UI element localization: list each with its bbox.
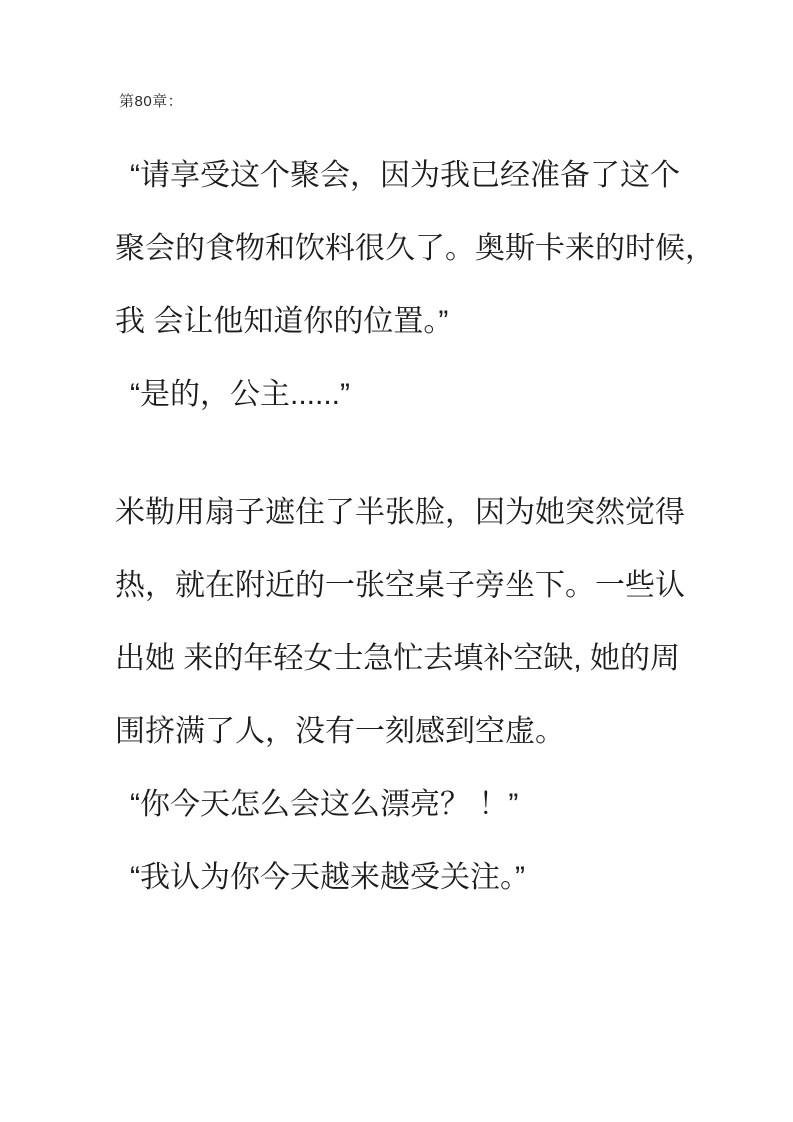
text-line: 热，就在附近的一张空桌子旁坐下。一些认 (115, 569, 685, 602)
text-line: 聚会的食物和饮料很久了。奥斯卡来的时候， (115, 232, 715, 265)
text-line: “你今天怎么会这么漂亮？ ！” (130, 788, 519, 821)
text-line: 围挤满了人，没有一刻感到空虚。 (115, 715, 565, 748)
text-line: “请享受这个聚会，因为我已经准备了这个 (130, 159, 680, 192)
text-line: “我认为你今天越来越受关注。” (130, 861, 525, 894)
chapter-heading: 第80章： (119, 93, 184, 110)
paragraph-gap (115, 431, 715, 476)
text-line: 出她 来的年轻女士急忙去填补空缺, 她的周 (115, 642, 681, 675)
chapter-text-body (115, 139, 715, 914)
text-line: 我 会让他知道你的位置。” (115, 305, 449, 338)
text-line: “是的，公主......” (130, 378, 350, 411)
text-line: 米勒用扇子遮住了半张脸，因为她突然觉得 (115, 496, 685, 529)
